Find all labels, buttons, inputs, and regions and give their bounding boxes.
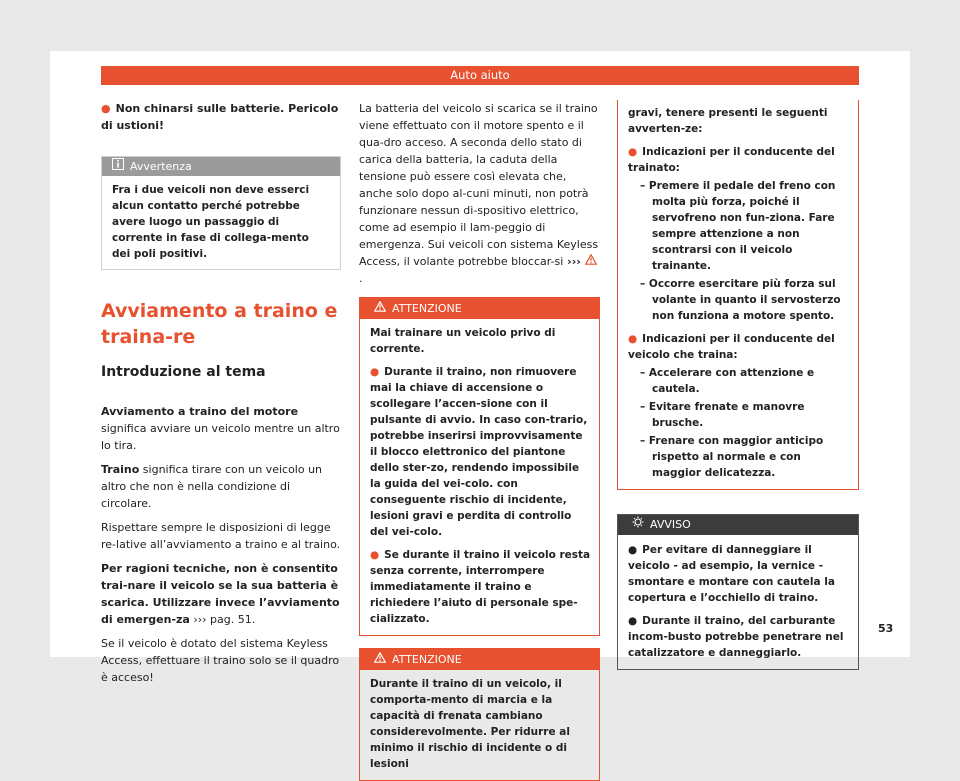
intro-warning-text: Non chinarsi sulle batterie. Pericolo di ustioni! xyxy=(101,102,339,132)
column-middle xyxy=(359,100,600,781)
warning-bullet-text: Durante il traino, non rimuovere mai la chiave di accensione o scollegare l’accen-sione con il pulsante di avvio. In caso con-trario, potrebbe inserirsi improvvisamente il blocco elettronico del piantone dello ster-zo, rendendo impossibile la guida del vei-colo. con conseguente rischio di incidente, lesioni gravi e perdita di controllo del vei-colo. xyxy=(370,366,588,538)
warning-triangle-icon xyxy=(374,649,386,670)
dash-item: – Occorre esercitare più forza sul volante in quanto il servosterzo non funziona a motore spento. xyxy=(640,278,841,322)
warning-box-2 xyxy=(359,648,600,781)
dash-item: – Frenare con maggior anticipo rispetto al normale e con maggior delicatezza. xyxy=(640,435,824,479)
term-bold: Avviamento a traino del motore xyxy=(101,405,299,418)
notice-bullet xyxy=(628,542,850,606)
paragraph-text: La batteria del veicolo si scarica se il traino viene effettuato con il motore spento e il qua-dro acceso. A seconda dello stato di carica della batteria, la caduta della tensione può essere così elevata che, anche solo dopo al-cuni minuti, non potrà funzionare nessun di-spositivo elettrico, come ad esempio il lam-peggio di emergenza. Sui veicoli con sistema Keyless Access, il volante potrebbe bloccar-si xyxy=(359,102,599,268)
warning-box-header xyxy=(360,298,599,319)
intro-warning xyxy=(101,100,341,134)
note-box-header xyxy=(102,157,340,176)
notice-bullet-text: Per evitare di danneggiare il veicolo - ad esempio, la vernice - smontare e montare con cautela la copertura e l’occhiello di traino. xyxy=(628,544,835,604)
warning-triangle-icon xyxy=(374,298,386,319)
paragraph xyxy=(101,403,341,454)
warning-bullet-text: Indicazioni per il conducente del trainato: xyxy=(628,146,835,174)
warning-title: ATTENZIONE xyxy=(392,302,462,315)
note-text: Fra i due veicoli non deve esserci alcun contatto perché potrebbe avere luogo un passaggio di corrente in fase di collega-mento dei poli positivi. xyxy=(112,184,310,260)
warning-bullet xyxy=(370,364,591,540)
dash-item: – Premere il pedale del freno con molta più forza, poiché il servofreno non fun-ziona. Fare sempre attenzione a non scontrarsi con il veicolo trainante. xyxy=(640,180,836,272)
paragraph: Se il veicolo è dotato del sistema Keyless Access, effettuare il traino solo se il quadro è acceso! xyxy=(101,637,340,684)
term-definition: significa avviare un veicolo mentre un altro lo tira. xyxy=(101,422,340,452)
notice-bullet xyxy=(628,613,850,661)
warning-bullet-text: Indicazioni per il conducente del veicolo che traina: xyxy=(628,333,835,361)
bullet-icon: ● xyxy=(628,615,638,627)
warning-body xyxy=(360,319,599,635)
section-subtitle: Introduzione al tema xyxy=(101,364,266,380)
bullet-icon: ● xyxy=(370,366,380,378)
bullet-icon: ● xyxy=(628,333,638,345)
paragraph xyxy=(101,461,341,512)
reference-arrows: ››› xyxy=(563,255,585,268)
page-reference-link[interactable]: ››› pag. 51. xyxy=(189,613,256,626)
section-header: Auto aiuto xyxy=(101,66,859,85)
bullet-icon: ● xyxy=(101,102,111,115)
term-bold: Traino xyxy=(101,463,140,476)
notice-body xyxy=(618,535,858,669)
dash-item-text: Accelerare con attenzione e cautela. xyxy=(648,367,815,395)
warning-box-continued xyxy=(617,100,859,490)
paragraph xyxy=(101,560,341,628)
section-title: Avviamento a traino e traina-re xyxy=(101,300,338,348)
column-left xyxy=(101,100,341,693)
warning-lead: Mai trainare un veicolo privo di corrente. xyxy=(370,327,556,355)
note-box xyxy=(101,156,341,270)
warning-box-1 xyxy=(359,297,600,636)
paragraph: Rispettare sempre le disposizioni di legge re-lative all’avviamento a traino e al traino. xyxy=(101,521,341,551)
dash-item: – Evitare frenate e manovre brusche. xyxy=(640,401,805,429)
dash-item-text: Occorre esercitare più forza sul volante in quanto il servosterzo non funziona a motore spento. xyxy=(648,278,841,322)
note-title: Avvertenza xyxy=(130,160,192,173)
dash-item-text: Premere il pedale del freno con molta più forza, poiché il servofreno non fun-ziona. Fare sempre attenzione a non scontrarsi con il veicolo trainante. xyxy=(648,180,836,272)
bold-statement: Per ragioni tecniche, non è consentito trai-nare il veicolo se la sua batteria è scarica. Utilizzare invece l’avviamento di emergen-za xyxy=(101,562,340,626)
notice-title: AVVISO xyxy=(650,518,691,531)
column-right xyxy=(617,100,859,670)
warning-box-header xyxy=(360,649,599,670)
warning-bullet xyxy=(628,144,850,176)
warning-triangle-icon[interactable] xyxy=(585,255,597,268)
dash-item-text: Frenare con maggior anticipo rispetto al normale e con maggior delicatezza. xyxy=(648,435,824,479)
notice-sun-icon xyxy=(632,515,644,535)
bullet-icon: ● xyxy=(628,544,638,556)
notice-box xyxy=(617,514,859,670)
warning-lead: gravi, tenere presenti le seguenti avverten-ze: xyxy=(628,107,828,135)
term-definition: significa tirare con un veicolo un altro che non è nella condizione di circolare. xyxy=(101,463,323,510)
paragraph: La batteria del veicolo si scarica se il traino viene effettuato con il motore spento e il qua-dro acceso. A seconda dello stato di carica della batteria, la caduta della tensione può essere così elevata che, anche solo dopo al-cuni minuti, non potrà funzionare nessun di-spositivo elettrico, come ad esempio il lam-peggio di emergenza. Sui veicoli con sistema Keyless Access, il volante potrebbe bloccar-si ››› . xyxy=(359,102,599,285)
warning-body: Durante il traino di un veicolo, il comporta-mento di marcia e la capacità di frenata cambiano considerevolmente. Per ridurre al minimo il rischio di incidente o di lesioni xyxy=(370,678,570,770)
info-icon xyxy=(112,157,124,176)
bullet-icon: ● xyxy=(628,146,638,158)
warning-bullet xyxy=(628,331,850,363)
notice-bullet-text: Durante il traino, del carburante incom-busto potrebbe penetrare nel catalizzatore e danneggiarlo. xyxy=(628,615,844,659)
warning-bullet-text: Se durante il traino il veicolo resta senza corrente, interrompere immediatamente il traino e richiedere l’aiuto di personale spe-cializzato. xyxy=(370,549,591,625)
bullet-icon: ● xyxy=(370,549,380,561)
notice-box-header xyxy=(618,515,858,535)
warning-title: ATTENZIONE xyxy=(392,653,462,666)
page-number: 53 xyxy=(878,622,894,635)
warning-bullet xyxy=(370,547,591,627)
dash-item: – Accelerare con attenzione e cautela. xyxy=(640,367,815,395)
dash-item-text: Evitare frenate e manovre brusche. xyxy=(648,401,805,429)
